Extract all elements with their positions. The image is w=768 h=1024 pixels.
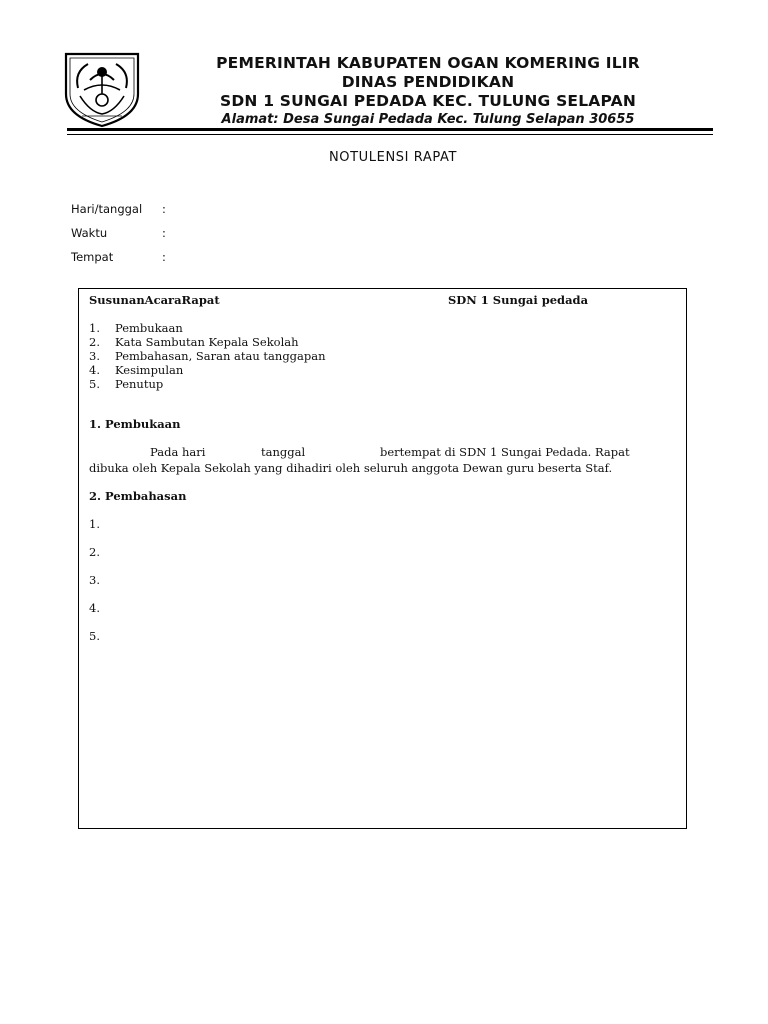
opening-text-b: tanggal [261,445,306,459]
section-heading-opening: 1. Pembukaan [89,417,181,431]
regency-logo [60,50,144,128]
emblem-icon [60,50,144,128]
department-name: DINAS PENDIDIKAN [341,73,515,91]
letterhead-rule-thin [67,134,713,135]
meta-date [71,202,166,216]
meta-place [71,250,166,264]
government-name: PEMERINTAH KABUPATEN OGAN KOMERING ILIR [216,54,640,72]
letterhead [160,54,696,129]
discussion-item: 3. [89,573,100,587]
minutes-box [78,288,687,829]
meta-label: Hari/tanggal [71,202,143,216]
opening-text-c: bertempat di SDN 1 Sungai Pedada. Rapat [380,445,630,459]
meta-colon: : [162,250,166,264]
school-label: SDN 1 Sungai pedada [448,293,589,307]
opening-text-line2: dibuka oleh Kepala Sekolah yang dihadiri oleh seluruh anggota Dewan guru beserta Staf. [89,461,613,475]
opening-text-a: Pada hari [150,445,206,459]
discussion-item: 1. [89,517,100,531]
agenda-list [89,321,326,391]
meta-label: Waktu [71,226,108,240]
list-item: 2. Kata Sambutan Kepala Sekolah [89,335,299,349]
list-item: 5. Penutup [89,377,164,391]
school-name: SDN 1 SUNGAI PEDADA KEC. TULUNG SELAPAN [220,92,636,110]
discussion-item: 4. [89,601,100,615]
meta-colon: : [162,226,166,240]
letterhead-rule-thick [67,128,713,131]
agenda-heading: SusunanAcaraRapat [89,293,220,307]
list-item: 1. Pembukaan [89,321,183,335]
discussion-item: 2. [89,545,100,559]
document-title: NOTULENSI RAPAT [328,150,458,165]
meta-label: Tempat [71,250,114,264]
meta-time [71,226,166,240]
section-heading-discussion: 2. Pembahasan [89,489,187,503]
discussion-item: 5. [89,629,100,643]
school-address: Alamat: Desa Sungai Pedada Kec. Tulung Selapan 30655 [221,112,635,127]
list-item: 3. Pembahasan, Saran atau tanggapan [89,349,326,363]
list-item: 4. Kesimpulan [89,363,184,377]
meta-colon: : [162,202,166,216]
